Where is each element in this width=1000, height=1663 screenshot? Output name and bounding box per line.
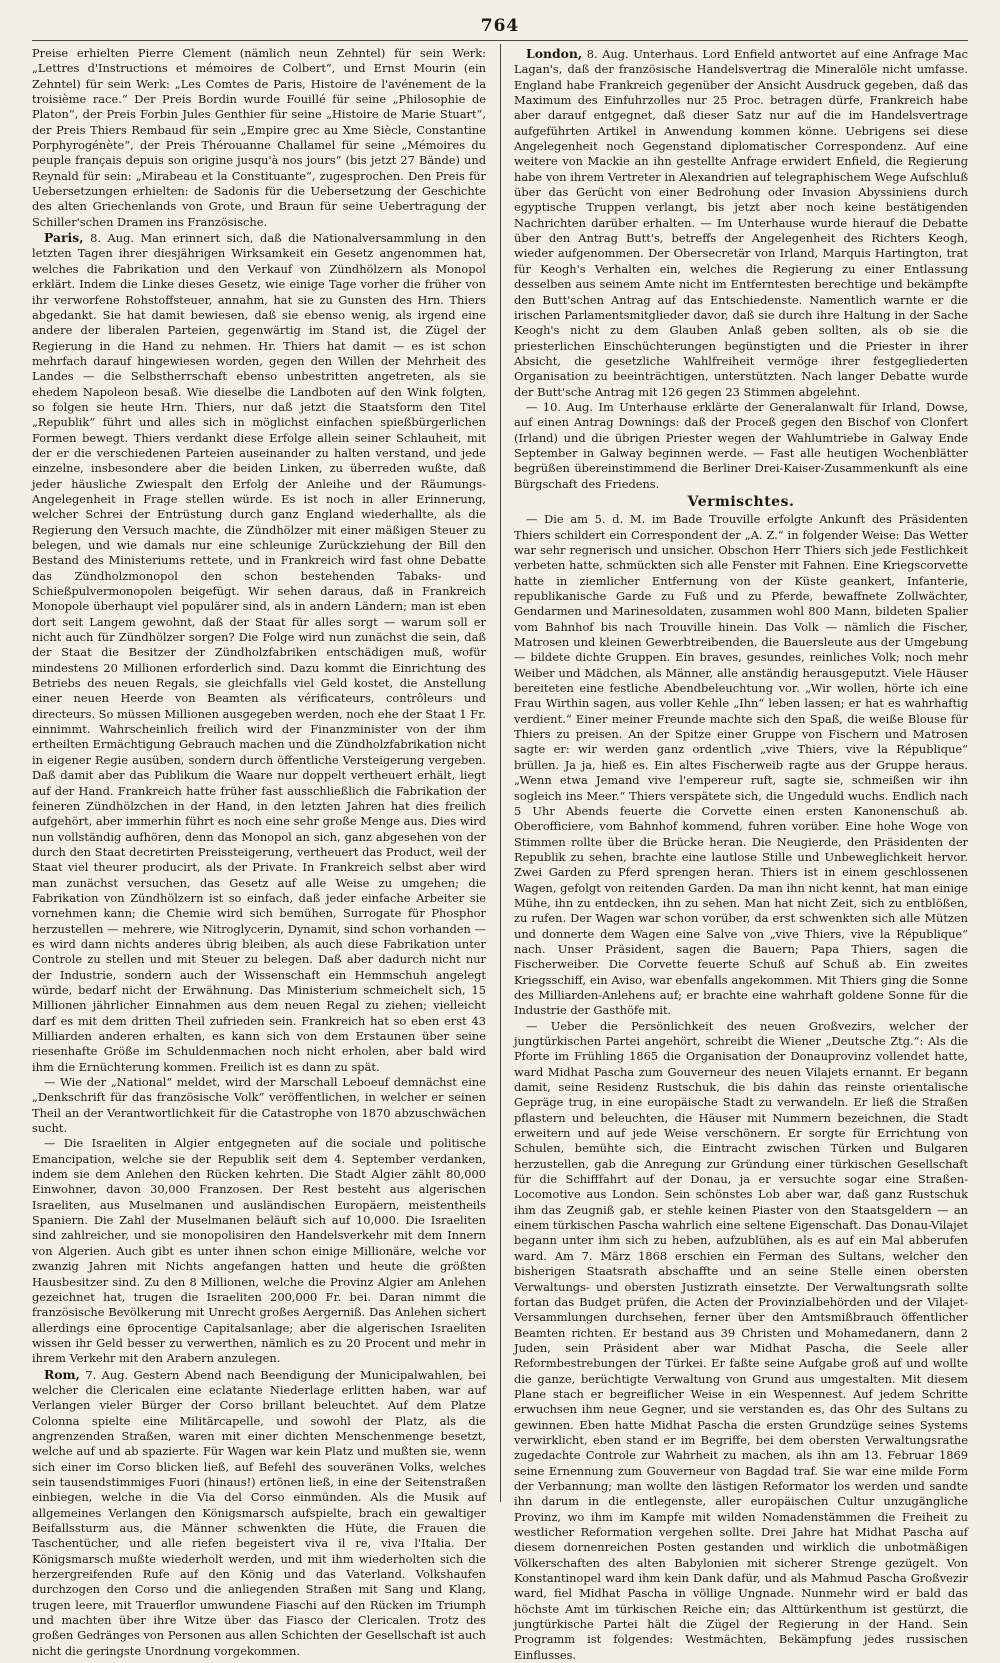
paris-dateline: Paris, — [44, 230, 84, 246]
august-10-paragraph: — 10. Aug. Im Unterhause erklärte der Generalanwalt für Irland, Dowse, auf einen Antrag Downings: daß der Proceß gegen den Bischof von Clonfert (Irland) und die übrigen Priester wegen der Wahlumtriebe in Galway Ende September in Galway beginnen werde. — Fast alle heutigen Wochenblätter begrüßen übereinstimmend die Berliner Drei-Kaiser-Zusammenkunft als eine Bürgschaft des Friedens. — [514, 399, 968, 491]
rom-text: 7. Aug. Gestern Abend nach Beendigung der Municipalwahlen, bei welcher die Clericalen eine eclatante Niederlage erlitten haben, war auf Verlangen vieler Bürger der Corso brillant beleuchtet. Auf dem Platze Colonna spielte eine Militärcapelle, und sowohl der Platz, als die angrenzenden Straßen, waren mit einer dichten Menschenmenge besetzt, welche auf und ab spazierte. Für Wagen war kein Platz und mußten sie, wenn sich einer im Corso blicken ließ, auf Befehl des souveränen Volks, welches sein tausendstimmiges Fuori (hinaus!) ertönen ließ, in eine der Seitenstraßen einbiegen, welche in die Via del Corso einmünden. Als die Musik auf allgemeines Verlangen den Königsmarsch aufspielte, brach ein gewaltiger Beifallssturm aus, die Männer schwenkten die Hüte, die Frauen die Taschentücher, und alle riefen begeistert viva il re, viva l'Italia. Der Königsmarsch mußte wiederholt werden, und mit ihm wiederholten sich die herzergreifenden Rufe auf den König und das Vaterland. Volkshaufen durchzogen den Corso und die anliegenden Straßen mit Sang und Klang, trugen leere, mit Trauerflor umwundene Fiaschi auf den Rücken im Triumph und machten über ihre Witze über das Fiasco der Clericalen. Trotz des großen Gedränges von Personen aus allen Schichten der Gesellschaft ist auch nicht die geringste Unordnung vorgekommen. — [32, 1367, 486, 1658]
rom-dateline: Rom, — [44, 1366, 80, 1382]
left-column — [32, 46, 487, 1658]
paris-text: 8. Aug. Man erinnert sich, daß die Nationalversammlung in den letzten Tagen ihrer diesjährigen Wirksamkeit ein Gesetz angenommen hat, welches die Fabrikation und den Verkauf von Zündhölzern als Monopol erklärt. Indem die Linke dieses Gesetz, wie einige Tage vorher die früher von ihr verworfene Rohstoffsteuer, annahm, hat sie zu Gunsten des Hrn. Thiers abgedankt. Sie hat damit bewiesen, daß sie ebenso wenig, als irgend eine andere der liberalen Parteien, gegenwärtig im Stand ist, die Zügel der Regierung in die Hand zu nehmen. Hr. Thiers hat damit — es ist schon mehrfach darauf hingewiesen worden, gegen den Willen der Mehrheit des Landes — die Selbstherrschaft ebenso unbestritten angetreten, als sie ehedem Napoleon besaß. Wie dieselbe die Landboten auf den Wink folgten, so folgen sie heute Hrn. Thiers, nur daß jetzt die Staatsform den Titel „Republik“ führt und alles sich in möglichst einfachen spießbürgerlichen Formen bewegt. Thiers verdankt diese Erfolge allein seiner Schlauheit, mit der er die verschiedenen Parteien auseinander zu halten verstand, und jede einzelne, insbesondere aber die beiden Linken, zu überreden wußte, daß jeder häusliche Zwiespalt den Erfolg der Anleihe und der Räumungs-Angelegenheit in Frage stellen würde. Es ist noch in aller Erinnerung, welcher Schrei der Entrüstung durch ganz England wiederhallte, als die Regierung den Versuch machte, die Zündhölzer mit einer mäßigen Steuer zu belegen, und wie damals nur eine schleunige Zurückziehung der Bill den Bestand des Ministeriums rettete, und in Frankreich wird fast ohne Debatte das Zündholzmonopol den schon bestehenden Tabaks- und Schießpulvermonopolen beigefügt. Wir sehen daraus, daß in Frankreich Monopole überhaupt viel populärer sind, als in andern Ländern; man ist eben dort seit Langem gewohnt, daß der Staat für alles sorgt — warum soll er nicht auch für Zündhölzer sorgen? Die Folge wird nun zunächst die sein, daß der Staat die Besitzer der Zündholzfabriken entschädigen muß, wofür mindestens 20 Millionen erforderlich sind. Dazu kommt die Einrichtung des Betriebs des neuen Regals, sie gleichfalls viel Geld kostet, die Anstellung einer neuen Heerde von Beamten als vérificateurs, contrôleurs und directeurs. So müssen Millionen ausgegeben werden, noch ehe der Staat 1 Fr. einnimmt. Wahrscheinlich freilich wird der Finanzminister von der ihm ertheilten Ermächtigung Gebrauch machen und die Zündholzfabrikation nicht in eigener Regie ausüben, sondern durch öffentliche Versteigerung vergeben. Daß damit aber das Publikum die Waare nur doppelt vertheuert erhält, liegt auf der Hand. Frankreich hatte früher fast ausschließlich die Fabrikation der feineren Zündhölzchen in der Hand, in den letzten Jahren hat dies freilich aufgehört, aber immerhin führt es noch eine sehr große Menge aus. Dies wird nun vollständig aufhören, denn das Monopol an sich, ganz abgesehen von der durch den Staat decretirten Preissteigerung, vertheuert das Product, weil der Staat viel theurer producirt, als der Private. In Frankreich selbst aber wird man zunächst versuchen, das Gesetz auf alle Weise zu umgehen; die Fabrikation von Zündhölzern ist so einfach, daß jeder einfache Arbeiter sie vornehmen kann; die Chemie wird sich bemühen, Surrogate für Phosphor herzustellen — mehrere, wie Nitroglycerin, Dynamit, sind schon vorhanden — es wird dann nichts anderes übrig bleiben, als auch diese Fabrikation unter Controle zu stellen und mit Steuer zu belegen. Daß aber dadurch nicht nur der Industrie, sondern auch der Wissenschaft ein Hemmschuh angelegt würde, bedarf nicht der Erwähnung. Das Ministerium schmeichelt sich, 15 Millionen jährlicher Einnahmen aus dem neuen Regal zu ziehen; vielleicht darf es mit dem dritten Theil zufrieden sein. Frankreich hat so eben erst 43 Milliarden anderen erhalten, es kann sich von dem Erstaunen über seine riesenhafte Größe im Schuldenmachen noch nicht erholen, aber bald wird ihm die Ernüchterung kommen. Freilich ist es dann zu spät. — [32, 231, 487, 1074]
prize-paragraph: Preise erhielten Pierre Clement (nämlich neun Zehntel) für sein Werk: „Lettres d'Instructions et mémoires de Colbert“, und Ernst Mourin (ein Zehntel) für sein Werk: „Les Comtes de Paris, Histoire de l'avénement de la troisième race.“ Der Preis Bordin wurde Fouillé für seine „Philosophie de Platon“, der Preis Forbin Jules Genthier für seine „Histoire de Marie Stuart“, der Preis Thiers Rembaud für sein „Empire grec au Xme Siècle, Constantine Porphyrogénète“, der Preis Thérouanne Challamel für seine „Mémoires du peuple français depuis son origine jusqu'à nos jours“ (bis jetzt 27 Bände) und Reynald für sein: „Mirabeau et la Constituante“, zugesprochen. Den Preis für Uebersetzungen erhielten: de Sadonis für die Uebersetzung der Geschichte des alten Griechenlands von Grote, und Braun für seine Uebertragung der Schiller'schen Dramen ins Französische. — [32, 46, 486, 229]
algier-paragraph: — Die Israeliten in Algier entgegneten auf die sociale und politische Emancipation, welche sie der Republik seit dem 4. September verdanken, indem sie dem Anlehen den Rücken kehrten. Die Stadt Algier zählt 80,000 Einwohner, davon 30,000 Franzosen. Der Rest besteht aus algerischen Israeliten, aus Muselmanen und ausländischen Europäern, meistentheils Spaniern. Die Zahl der Muselmanen beläuft sich auf 10,000. Die Israeliten sind zahlreicher, und sie monopolisiren den Handelsverkehr mit dem Innern von Algerien. Auch gibt es unter ihnen schon einige Millionäre, welche vor zwanzig Jahren mit Nichts angefangen hatten und heute die größten Hausbesitzer sind. Zu den 8 Millionen, welche die Provinz Algier am Anlehen gezeichnet hat, trugen die Israeliten 200,000 Fr. bei. Daran nimmt die französische Bevölkerung mit Unrecht großes Aergerniß. Das Anlehen sichert allerdings eine 6procentige Capitalsanlage; aber die algerischen Israeliten wissen ihr Geld besser zu verwerthen, nämlich es zu 20 Procent und mehr in ihrem Verkehr mit den Arabern anzulegen. — [32, 1136, 486, 1366]
london-text: 8. Aug. Unterhaus. Lord Enfield antwortet auf eine Anfrage Mac Lagan's, daß der französische Handelsvertrag die Mineralöle nicht umfasse. England habe Frankreich gegenüber der Ansicht Ausdruck gegeben, daß das Maximum des Einfuhrzolles nur 25 Proc. betragen dürfe, Frankreich habe aber darauf entgegnet, daß dieser Satz nur auf die im Handelsvertrage aufgeführten Artikel in Anwendung kommen könne. Uebrigens sei diese Angelegenheit noch Gegenstand diplomatischer Correspondenz. Auf eine weitere von Mackie an ihn gestellte Anfrage erwidert Enfield, die Regierung habe von ihrem Vertreter in Alexandrien auf telegraphischem Wege Aufschluß über das Gerücht von einer Bedrohung oder Invasion Abyssiniens durch egyptische Truppen verlangt, bis jetzt aber noch keine bestätigenden Nachrichten darüber erhalten. — Im Unterhause wurde hierauf die Debatte über den Antrag Butt's, betreffs der Angelegenheit des Richters Keogh, wieder aufgenommen. Der Obersecretär von Irland, Marquis Hartington, trat für Keogh's Verhalten ein, welches die Regierung zu einer Entlassung desselben aus seinem Amte nicht im Entferntesten berechtige und bekämpfte den Butt'schen Antrag auf das Entschiedenste. Namentlich warnte er die irischen Parlamentsmitglieder davor, daß sie durch ihre Haltung in der Sache Keogh's nicht zu dem Glauben Anlaß geben sollten, als ob sie die priesterlichen Einschüchterungen begünstigten und die Priester in ihrer Absicht, die gesetzliche Wahlfreiheit vermöge ihrer festgegliederten Organisation zu beeinträchtigen, unterstützten. Nach langer Debatte wurde der Butt'sche Antrag mit 126 gegen 23 Stimmen abgelehnt. — [514, 47, 969, 399]
page-number: 764 — [480, 16, 520, 36]
trouville-paragraph: — Die am 5. d. M. im Bade Trouville erfolgte Ankunft des Präsidenten Thiers schildert ein Correspondent der „A. Z.“ in folgender Weise: Das Wetter war sehr regnerisch und unsicher. Obschon Herr Thiers sich jede Festlichkeit verbeten hatte, schmückten sich alle Fenster mit Fahnen. Eine Kriegscorvette hatte in ziemlicher Entfernung von der Küste geankert, Infanterie, republikanische Garde zu Fuß und zu Pferde, bewaffnete Zollwächter, Gendarmen und Marinesoldaten, zusammen wohl 800 Mann, bildeten Spalier vom Bahnhof bis nach Trouville hinein. Das Volk — nämlich die Fischer, Matrosen und kleinen Gewerbtreibenden, die Bauersleute aus der Umgebung — bildete dichte Gruppen. Ein braves, gesundes, reinliches Volk; noch mehr Weiber und Mädchen, als Männer, alle anständig herausgeputzt. Viele Häuser bereiteten eine festliche Abendbeleuchtung vor. „Wir wollen, hörte ich eine Frau Wirthin sagen, aus voller Kehle „Ihn“ leben lassen; er hat es wahrhaftig verdient.“ Einer meiner Freunde machte sich den Spaß, die weiße Blouse für Thiers zu preisen. An der Spitze einer Gruppe von Fischern und Matrosen sagte er: wir werden ganz ordentlich „vive Thiers, vive la République“ brüllen. Ja ja, hieß es. Ein altes Fischerweib ragte aus der Gruppe heraus. „Wenn etwa Jemand vive l'empereur ruft, sagte sie, schmeißen wir ihn sogleich ins Meer.“ Thiers verspätete sich, die Ungeduld wuchs. Endlich nach 5 Uhr Abends feuerte die Corvette einen ersten Kanonenschuß ab. Oberofficiere, vom Bahnhof kommend, fuhren vorüber. Eine hohe Woge von Stimmen rollte über die Brücke heran. Die Neugierde, den Präsidenten der Republik zu sehen, brachte eine lautlose Stille und Unbeweglichkeit hervor. Zwei Garden zu Pferd sprengen heran. Thiers ist in einem geschlossenen Wagen, gefolgt von reitenden Garden. Da man ihn nicht kennt, hat man einige Mühe, ihn zu entdecken, ihn zu sehen. Man hat nicht Zeit, sich zu entblößen, zu rufen. Der Wagen war schon vorüber, da erst schwenkten sich alle Mützen und donnerte dem Wagen eine Salve von „vive Thiers, vive la République“ nach. Unser Präsident, sagen die Bauern; Papa Thiers, sagen die Fischerweiber. Die Corvette feuerte Schuß auf Schuß ab. Ein zweites Kriegsschiff, ein Aviso, war ebenfalls angekommen. Mit Thiers ging die Sonne des Milliarden-Anlehens auf; er brachte eine wahrhaft goldene Sonne für die Industrie der Gasthöfe mit. — [514, 512, 968, 1018]
rom-article — [32, 1367, 486, 1660]
header-rule — [32, 40, 968, 41]
national-paragraph: — Wie der „National“ meldet, wird der Marschall Leboeuf demnächst eine „Denkschrift für das französische Volk“ veröffentlichen, in welcher er seinen Theil an der Verantwortlichkeit für die Catastrophe von 1870 abzuschwächen sucht. — [32, 1075, 486, 1136]
london-article — [514, 46, 968, 400]
column-divider — [500, 44, 501, 1502]
vermischtes-heading: Vermischtes. — [687, 493, 795, 510]
midhat-paragraph: — Ueber die Persönlichkeit des neuen Großvezirs, welcher der jungtürkischen Partei angehört, schreibt die Wiener „Deutsche Ztg.“: Als die Pforte im Frühling 1865 die Organisation der Donauprovinz vollendet hatte, ward Midhat Pascha zum Gouverneur des neuen Vilajets ernannt. Er begann damit, seine Residenz Rustschuk, die bis dahin das reinste orientalische Gepräge trug, in eine europäische Stadt zu verwandeln. Er ließ die Straßen pflastern und beleuchten, die Häuser mit Nummern bezeichnen, die Stadt erweitern und auf jede Weise verschönern. Er sorgte für Errichtung von Schulen, bemühte sich, die Eintracht zwischen Türken und Bulgaren herzustellen, gab die Anregung zur Gründung einer türkischen Gesellschaft für die Schifffahrt auf der Donau, ja er versuchte sogar eine Straßen-Locomotive aus London. Sein schönstes Lob aber war, daß ganz Rustschuk ihm das Zeugniß gab, er stehle keinen Piaster von den Staatsgeldern — an einem türkischen Pascha wahrlich eine seltene Eigenschaft. Das Donau-Vilajet begann unter ihm sich zu heben, aufzublühen, als es auf ein Mal abberufen ward. Am 7. März 1868 erschien ein Ferman des Sultans, welcher den bisherigen Staatsrath abschaffte und an seine Stelle einen obersten Verwaltungs- und obersten Justizrath einsetzte. Der Verwaltungsrath sollte fortan das Budget prüfen, die Acten der Provinzialbehörden und der Vilajet-Versammlungen durchsehen, ferner über den Amtsmißbrauch öffentlicher Beamten richten. Er bestand aus 39 Christen und Mohamedanern, dann 2 Juden, sein Präsident aber war Midhat Pascha, die Seele aller Reformbestrebungen der Türkei. Er faßte seine Aufgabe groß auf und wollte die ganze, berüchtigte Verwaltung von Grund aus umgestalten. Mit diesem Plane stach er begreiflicher Weise in ein Wespennest. Auf jedem Schritte erwuchsen ihm neue Gegner, und sie verstanden es, das Ohr des Sultans zu gewinnen. Eben hatte Midhat Pascha die ersten Grundzüge seines Systems verwirklicht, eben stand er im Begriffe, bei dem obersten Verwaltungsrathe zugedachte Controle zur Wahrheit zu machen, als ihn am 13. Februar 1869 seine Ernennung zum Gouverneur von Bagdad traf. Sie war eine milde Form der Verbannung; man wollte den lästigen Reformator los werden und sandte ihn darum in die entlegenste, aller europäischen Cultur unzugängliche Provinz, wo ihm im Kampfe mit wilden Nomadenstämmen die Freiheit zu westlicher Reformation vergehen sollte. Drei Jahre hat Midhat Pascha auf diesem dornenreichen Posten gestanden und wirklich die unbotmäßigen Völkerschaften des alten Babylonien mit sicherer Strenge gezügelt. Von Konstantinopel ward ihm kein Dank dafür, und als Mahmud Pascha Großvezir ward, fiel Midhat Pascha in völlige Ungnade. Nunmehr wird er bald das höchste Amt im türkischen Reiche ein; das Alttürkenthum ist gestürzt, die jungtürkische Partei hält die Zügel der Regierung in der Hand. Sein Programm ist folgendes: Westmächten, Bekämpfung jedes russischen Einflusses. — [514, 1018, 968, 1662]
paris-article — [32, 230, 486, 1075]
london-dateline: London, — [526, 46, 583, 61]
right-column — [514, 46, 969, 1662]
